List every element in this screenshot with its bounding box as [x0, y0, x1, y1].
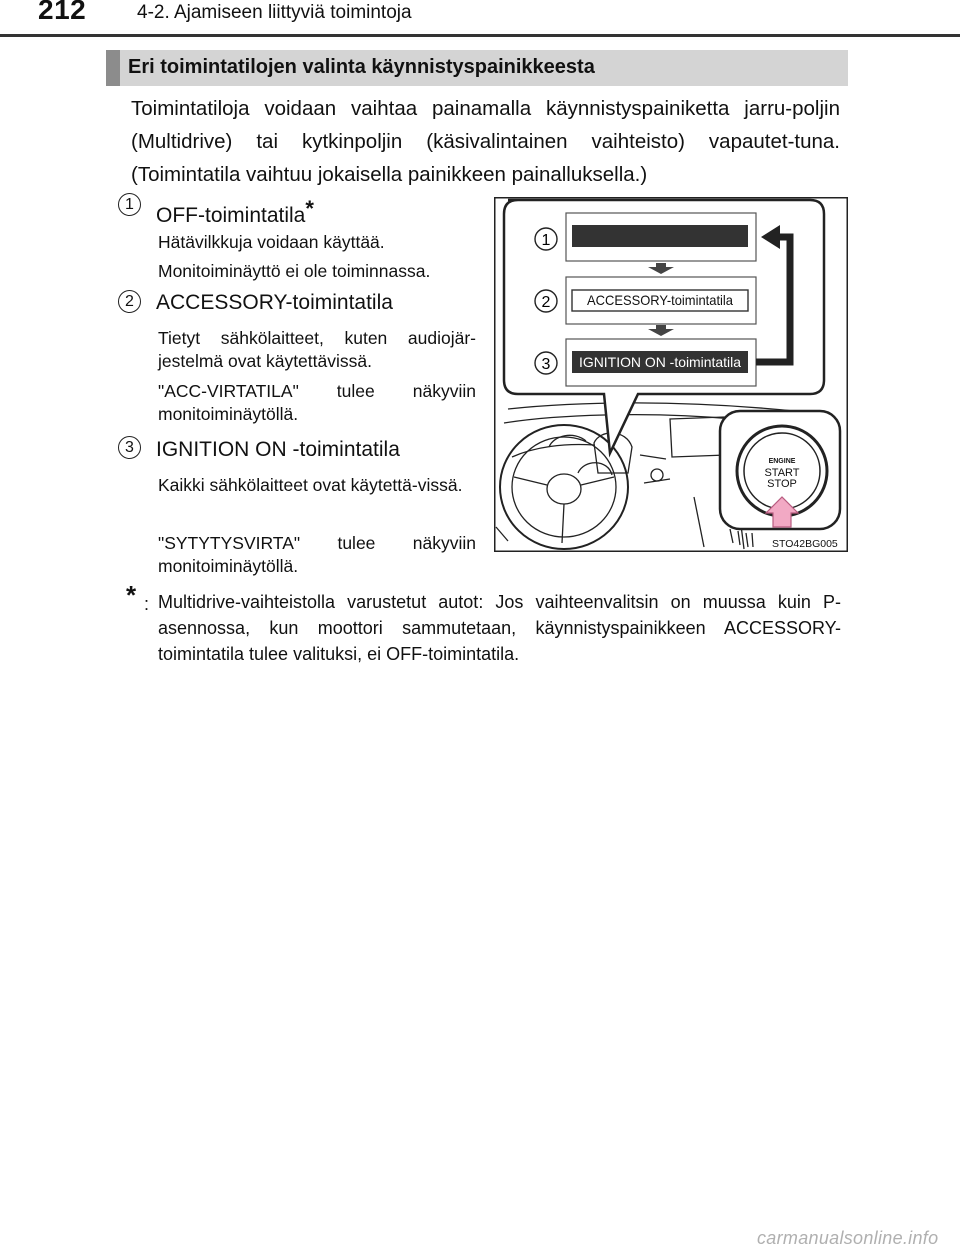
section-title: Eri toimintatilojen valinta käynnistyspainikkeesta	[128, 56, 595, 78]
svg-text:3: 3	[541, 356, 551, 373]
display-label-ignition: IGNITION ON -toimintatila	[579, 354, 742, 370]
section-heading-accent	[106, 50, 120, 86]
item-number-badge: 3	[118, 436, 141, 459]
item-title: OFF-toimintatila*	[156, 196, 314, 227]
engine-button-label-engine: ENGINE	[768, 458, 796, 465]
watermark: carmanualsonline.info	[757, 1228, 939, 1248]
item-text: "SYTYTYSVIRTA" tulee näkyviin monitoiminäytöllä.	[158, 533, 476, 576]
callout-number-1	[535, 228, 557, 250]
chapter-title: 4-2. Ajamiseen liittyviä toimintoja	[137, 2, 412, 23]
item-text: Hätävilkkuja voidaan käyttää.	[158, 232, 385, 252]
footnote-mark: *	[126, 580, 137, 610]
item-text: "ACC-VIRTATILA" tulee näkyviin monitoiminäytöllä.	[158, 381, 476, 424]
callout-number-3	[535, 352, 557, 374]
callout-number-2	[535, 290, 557, 312]
item-text: Monitoiminäyttö ei ole toiminnassa.	[158, 261, 431, 281]
intro-paragraph: Toimintatiloja voidaan vaihtaa painamalla käynnistyspainiketta jarru-poljin (Multidrive) tai kytkinpoljin (käsivalintainen vaihteisto) vapautet-tuna. (Toimintatila vaihtuu jokaisella painikkeen painalluksella.)	[131, 97, 840, 186]
start-button-illustration	[494, 197, 848, 552]
display-label-accessory: ACCESSORY-toimintatila	[587, 292, 734, 308]
svg-text:2: 2	[541, 294, 551, 311]
footnote-text: Multidrive-vaihteistolla varustetut autot: Jos vaihteenvalitsin on muussa kuin P-asennossa, kun moottori sammutetaan, käynnistyspainikkeen ACCESSORY-toimintatila tulee valituksi, ei OFF-toimintatila.	[158, 592, 841, 664]
page-number: 212	[38, 0, 87, 25]
engine-button-label-start: START	[764, 467, 800, 479]
footnote-colon: :	[144, 594, 150, 614]
item-number-badge: 1	[118, 193, 141, 216]
display-bar-off	[572, 225, 748, 247]
engine-button-label-stop: STOP	[767, 478, 797, 490]
footnote-mark: *	[305, 196, 314, 221]
item-text: Tietyt sähkölaitteet, kuten audiojär-jestelmä ovat käytettävissä.	[158, 328, 476, 371]
item-number-badge: 2	[118, 290, 141, 313]
item-title: IGNITION ON -toimintatila	[156, 438, 400, 461]
figure-code: STO42BG005	[772, 538, 838, 550]
item-text: Kaikki sähkölaitteet ovat käytettä-vissä.	[158, 475, 463, 495]
item-title: ACCESSORY-toimintatila	[156, 291, 393, 314]
header-rule	[0, 34, 960, 37]
svg-text:1: 1	[541, 232, 551, 249]
